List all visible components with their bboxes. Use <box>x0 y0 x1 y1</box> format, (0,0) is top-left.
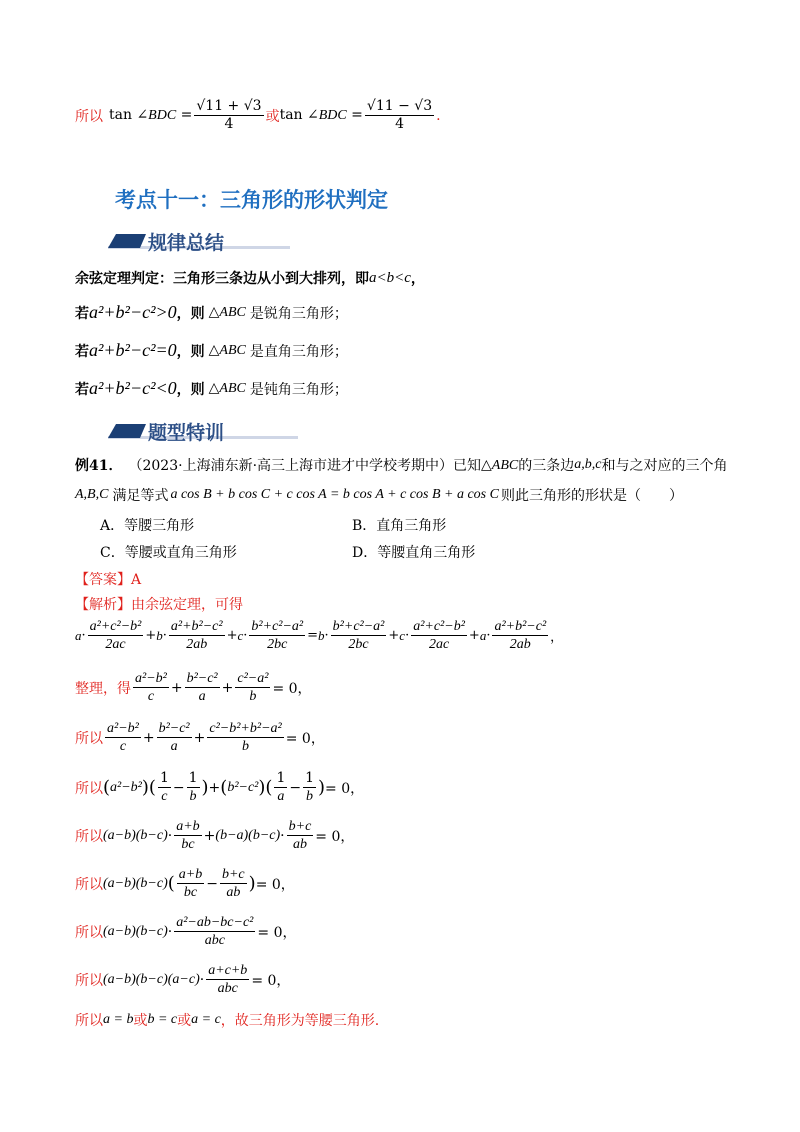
eq-step-2: 所以 ( a²−b² ) ( $\frac{1}{c}$ − $\frac{1}{b}$ ) + ( b²−c² ) ( $\frac{1}{a}$ − $\frac{1}{b}$ ) = 0， <box>75 770 365 804</box>
top-or: 或 <box>265 108 280 125</box>
eq-step-5: 所以 (a−b)(b−c) · $\frac{\text{a²−ab−bc−c²}}{\text{abc}}$ = 0， <box>75 915 297 948</box>
option-c[interactable]: C．等腰或直角三角形 <box>100 545 237 561</box>
option-b[interactable]: B．直角三角形 <box>352 518 447 534</box>
rule-right: 若 a²+b²−c²=0 ，则 △ABC 是直角三角形； <box>75 340 348 360</box>
example-line-1: 例41． （2023·上海浦东新·高三上海市进才中学校考期中）已知 △ABC 的三条边 a,b,c 和与之对应的三个角 <box>75 457 728 474</box>
section-heading: 考点十一：三角形的形状判定 <box>115 188 388 212</box>
banner-label-2: 题型特训 <box>148 422 225 444</box>
eq-organize: 整理，得 $\frac{\text{a²−b²}}{c}$ + $\frac{\text{b²−c²}}{a}$ + $\frac{\text{c²−a²}}{b}$ = 0， <box>75 671 312 704</box>
analysis-intro: 【解析】由余弦定理，可得 <box>75 597 243 613</box>
eq-step-6: 所以 (a−b)(b−c)(a−c) · $\frac{a+c+b}{\text{abc}}$ = 0， <box>75 963 291 996</box>
answer-line: 【答案】A <box>75 572 142 588</box>
top-result-line <box>75 98 441 133</box>
tan-expression-1: tan ∠BDC = <box>109 107 193 123</box>
banner-rules-summary <box>108 228 290 254</box>
rule-acute: 若 a²+b²−c²>0 ，则 △ABC 是锐角三角形； <box>75 302 348 322</box>
tan-expression-2: tan ∠BDC = <box>279 107 363 123</box>
conclusion-line: 所以 a = b 或 b = c 或 a = c ，故三角形为等腰三角形. <box>75 1012 380 1029</box>
rule-obtuse: 若 a²+b²−c²<0 ，则 △ABC 是钝角三角形； <box>75 378 348 398</box>
banner-practice <box>108 418 290 444</box>
eq-cosine-substitution: a · $\frac{\text{a²+c²−b²}}{2ac}$ + b · $\frac{\text{a²+b²−c²}}{2ab}$ + c · $\frac{\text{b²+c²−a²}}{2bc}$ = b · $\frac{\text{b²+c²−a²}}{2bc}$ + c · $\frac{\text{a²+c²−b²}}{2ac}$ + a · $\frac{\text{a²+b²−c²}}{2ab}$ ， <box>75 619 564 652</box>
rule-intro: 余弦定理判定：三角形三条边从小到大排列，即 a<b<c ， <box>75 269 425 287</box>
fraction-2: $\frac{√11 - √3}{4}$ <box>366 98 433 132</box>
top-end: . <box>436 107 441 124</box>
eq-step-3: 所以 (a−b)(b−c) · $\frac{a+b}{bc}$ + (b−a)(b−c) · $\frac{b+c}{ab}$ = 0， <box>75 819 355 852</box>
example-line-2: A,B,C 满足等式 a cos B + b cos C + c cos A = b cos A + c cos B + a cos C 则此三角形的形状是（ ） <box>75 487 683 504</box>
top-lead: 所以 <box>75 108 103 125</box>
fraction-1: $\frac{√11 + √3}{4}$ <box>196 98 262 132</box>
option-a[interactable]: A．等腰三角形 <box>100 518 195 534</box>
eq-step-4: 所以 (a−b)(b−c) ( $\frac{a+b}{bc}$ − $\frac{b+c}{ab}$ ) = 0， <box>75 867 295 900</box>
option-d[interactable]: D．等腰直角三角形 <box>352 545 476 561</box>
banner-label: 规律总结 <box>148 232 225 254</box>
eq-step-1: 所以 $\frac{\text{a²−b²}}{c}$ + $\frac{\text{b²−c²}}{a}$ + $\frac{\text{c²−b²+b²−a²}}{b}$ = 0， <box>75 721 325 754</box>
